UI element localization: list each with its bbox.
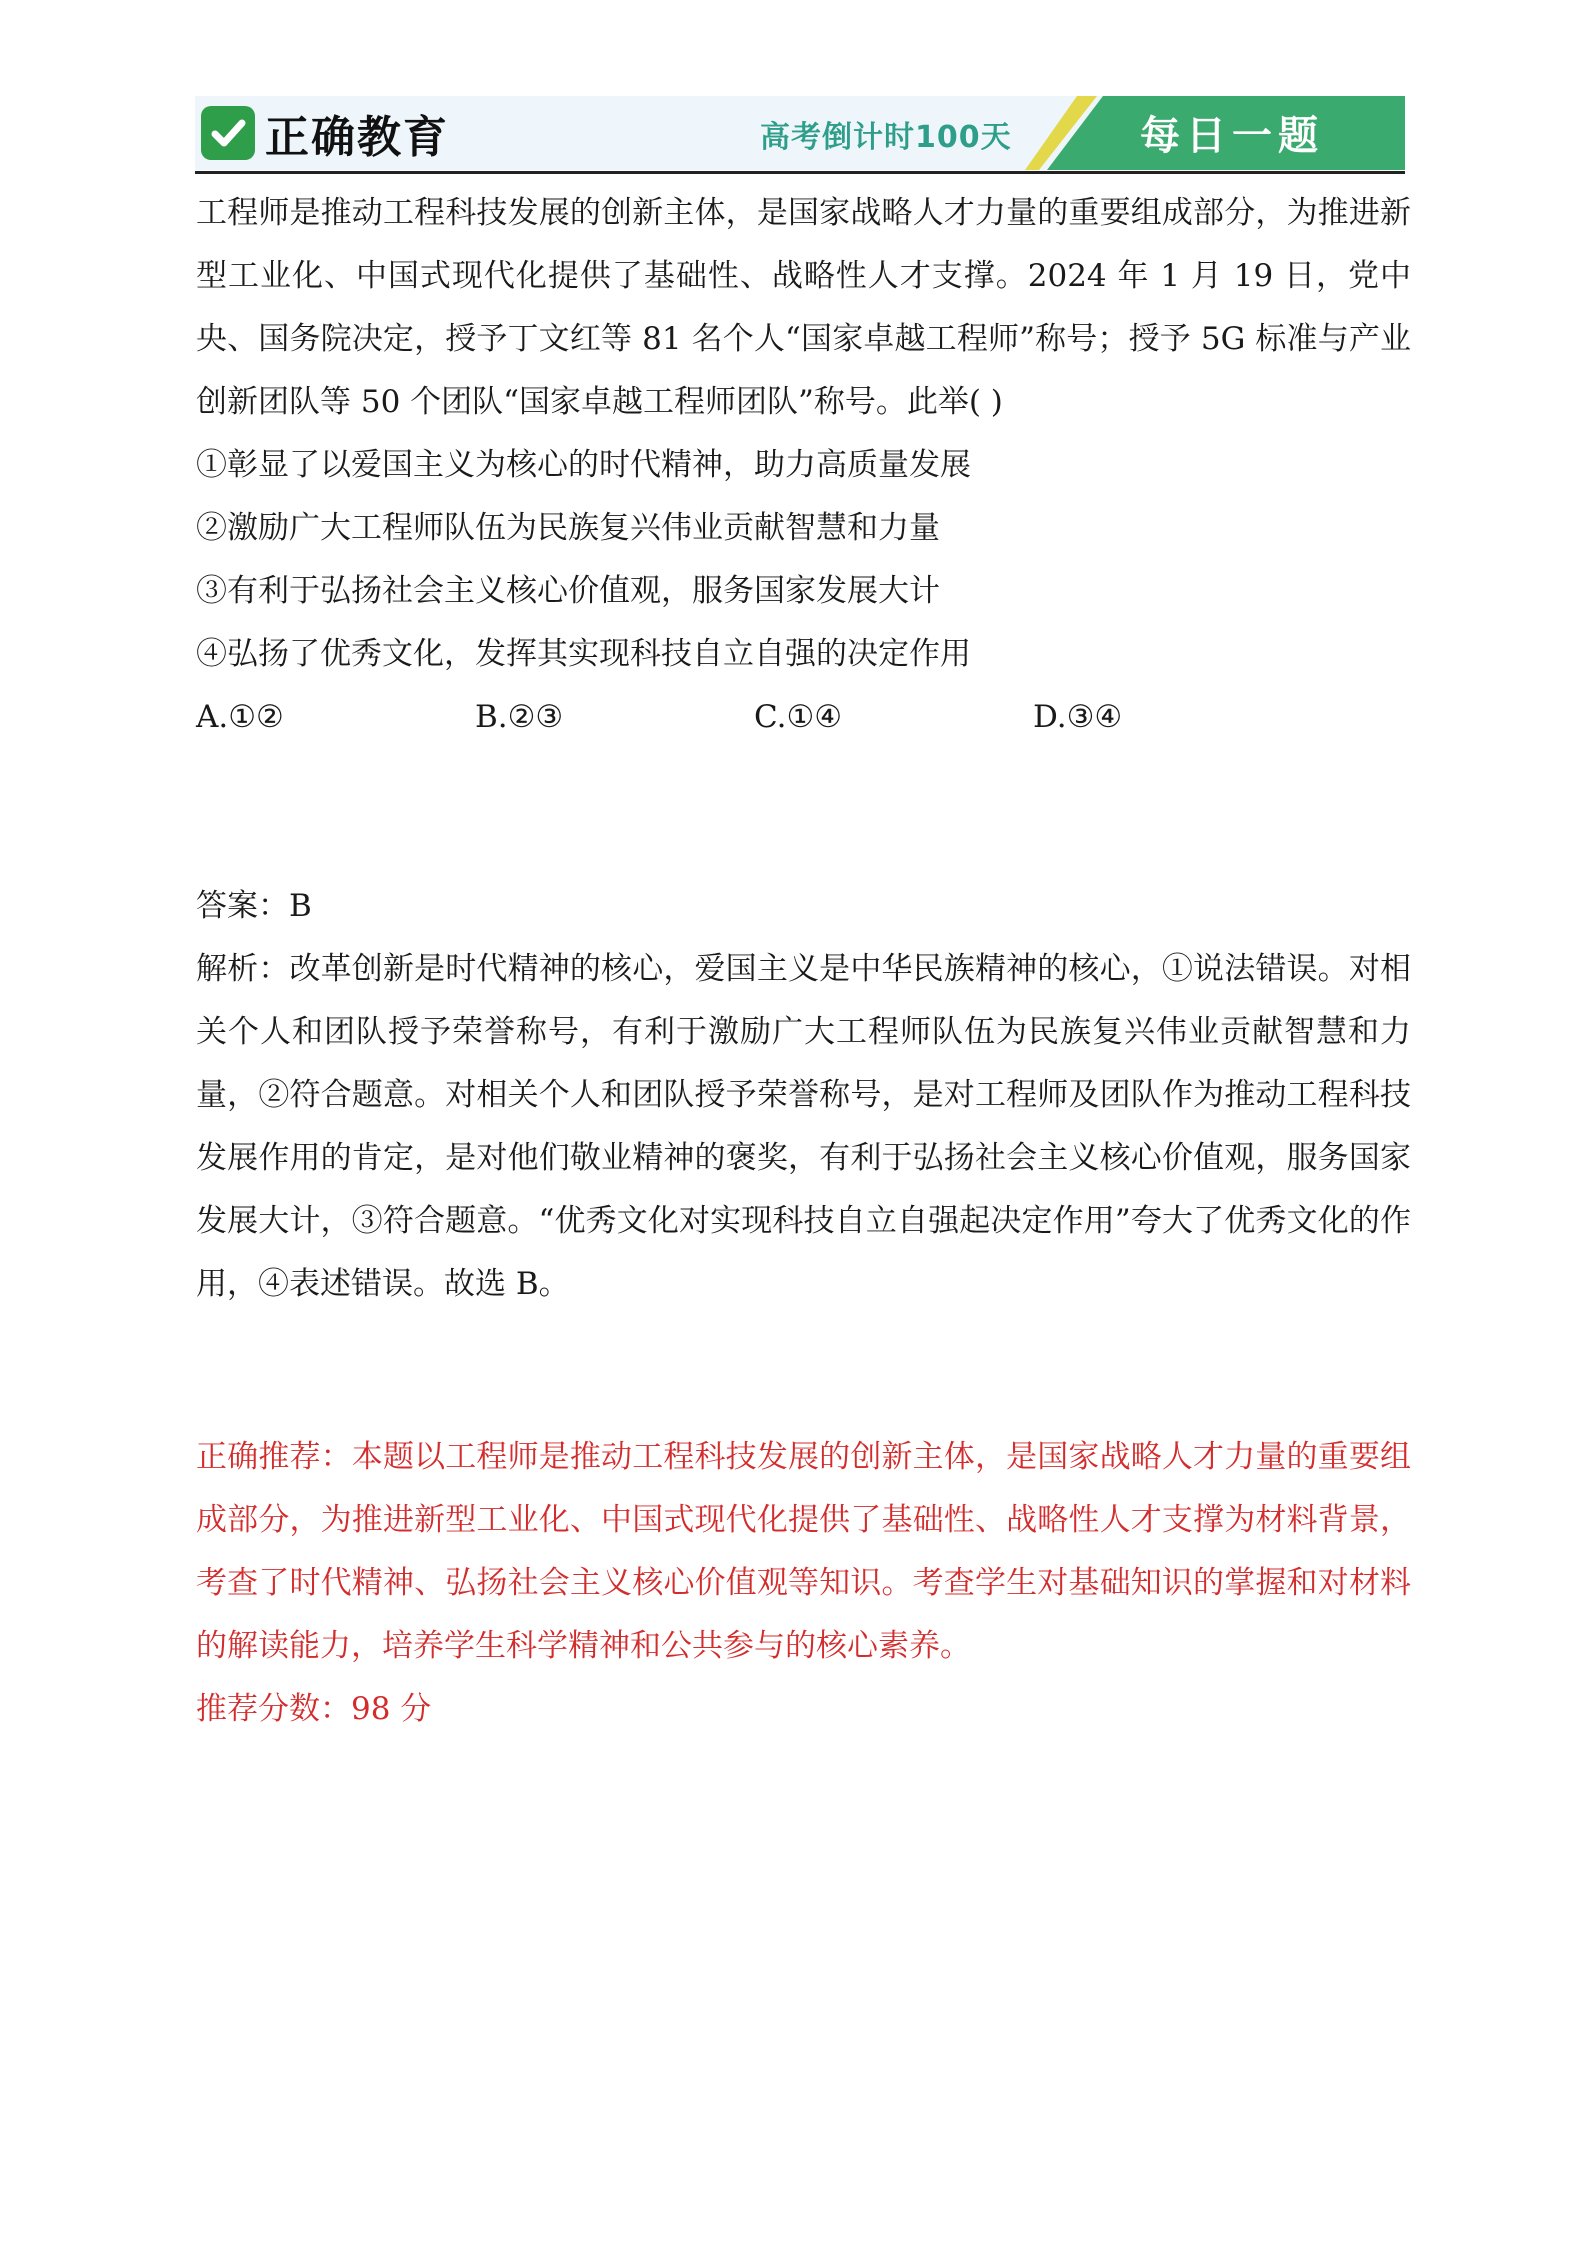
- statement-1: ①彰显了以爱国主义为核心的时代精神，助力高质量发展: [196, 447, 971, 483]
- daily-question-label: 每日一题: [1140, 113, 1324, 159]
- spacer: [196, 749, 1411, 875]
- checkmark-icon: [201, 106, 255, 160]
- spacer: [196, 1316, 1411, 1426]
- statement-4: ④弘扬了优秀文化，发挥其实现科技自立自强的决定作用: [196, 636, 971, 672]
- header-divider: [195, 171, 1405, 174]
- answer-analysis: 解析：改革创新是时代精神的核心，爱国主义是中华民族精神的核心，①说法错误。对相关个人和团队授予荣誉称号，有利于激励广大工程师队伍为民族复兴伟业贡献智慧和力量，②符合题意。对相关个人和团队授予荣誉称号，是对工程师及团队作为推动工程科技发展作用的肯定，是对他们敬业精神的褒奖，有利于弘扬社会主义核心价值观，服务国家发展大计，③符合题意。“优秀文化对实现科技自立自强起决定作用”夸大了优秀文化的作用，④表述错误。故选 B。: [196, 951, 1411, 1302]
- option-d: D.③④: [1033, 699, 1123, 735]
- option-c: C.①④: [754, 699, 843, 735]
- question-stem: 工程师是推动工程科技发展的创新主体，是国家战略人才力量的重要组成部分，为推进新型工业化、中国式现代化提供了基础性、战略性人才支撑。2024 年 1 月 19 日，党中央、国务院决定，授予丁文红等 81 名个人“国家卓越工程师”称号；授予 5G 标准与产业创新团队等 50 个团队“国家卓越工程师团队”称号。此举( ): [196, 195, 1411, 420]
- header-banner: [195, 96, 1405, 174]
- countdown-label: 高考倒计时100天: [760, 120, 1012, 155]
- recommendation-text: 正确推荐：本题以工程师是推动工程科技发展的创新主体，是国家战略人才力量的重要组成部分，为推进新型工业化、中国式现代化提供了基础性、战略性人才支撑为材料背景，考查了时代精神、弘扬社会主义核心价值观等知识。考查学生对基础知识的掌握和对材料的解读能力，培养学生科学精神和公共参与的核心素养。: [196, 1439, 1411, 1664]
- document-content: [196, 182, 1411, 1741]
- brand-name: 正确教育: [265, 112, 449, 163]
- recommendation-score: 推荐分数：98 分: [196, 1691, 432, 1727]
- option-b: B.②③: [475, 699, 564, 735]
- daily-question-tab: [1025, 96, 1405, 170]
- answer-options: [196, 686, 1411, 749]
- statement-3: ③有利于弘扬社会主义核心价值观，服务国家发展大计: [196, 573, 940, 609]
- brand-logo: [201, 102, 449, 164]
- option-a: A.①②: [196, 699, 284, 735]
- statement-2: ②激励广大工程师队伍为民族复兴伟业贡献智慧和力量: [196, 510, 940, 546]
- answer-label: 答案：B: [196, 888, 312, 924]
